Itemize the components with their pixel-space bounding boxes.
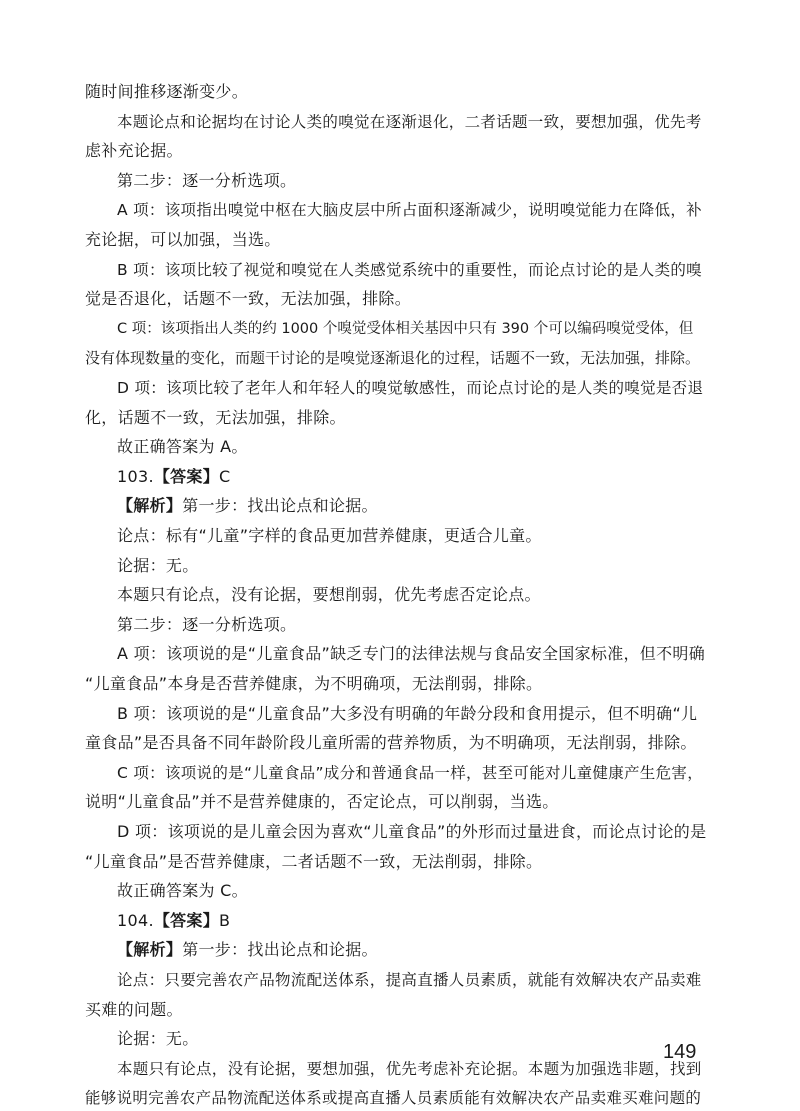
paragraph-line: 本题论点和论据均在讨论人类的嗅觉在逐渐退化，二者话题一致，要想加强，优先考 bbox=[117, 112, 702, 131]
thesis-line: 论点：标有“儿童”字样的食品更加营养健康，更适合儿童。 bbox=[117, 526, 542, 545]
analysis-text: 第一步：找出论点和论据。 bbox=[182, 940, 378, 960]
question-104-answer bbox=[117, 910, 230, 932]
question-103-answer bbox=[117, 466, 231, 488]
page-number: 149 bbox=[663, 1041, 697, 1063]
step-heading: 第二步：逐一分析选项。 bbox=[117, 614, 297, 634]
paragraph-line: 童食品”是否具备不同年龄阶段儿童所需的营养物质，为不明确项，无法削弱，排除。 bbox=[85, 733, 697, 753]
paragraph-line: 本题只有论点，没有论据，要想加强，优先考虑补充论据。本题为加强选非题，找到 bbox=[117, 1059, 702, 1078]
paragraph-line: 化，话题不一致，无法加强，排除。 bbox=[85, 407, 346, 427]
step-heading: 第二步：逐一分析选项。 bbox=[117, 170, 297, 190]
correct-answer-line: 故正确答案为 A。 bbox=[117, 437, 248, 457]
paragraph-line: 本题只有论点，没有论据，要想削弱，优先考虑否定论点。 bbox=[117, 585, 541, 605]
analysis-heading bbox=[117, 939, 378, 961]
question-number: 103. bbox=[117, 466, 154, 486]
answer-value: B bbox=[219, 910, 231, 930]
paragraph-line: 没有体现数量的变化，而题干讨论的是嗅觉逐渐退化的过程，话题不一致，无法加强，排除。 bbox=[85, 349, 701, 368]
answer-label: 【答案】 bbox=[153, 910, 220, 930]
analysis-label: 【解析】 bbox=[117, 940, 183, 960]
paragraph-line: 说明“儿童食品”并不是营养健康的，否定论点，可以削弱，当选。 bbox=[85, 792, 559, 812]
paragraph-line: “儿童食品”本身是否营养健康，为不明确项，无法削弱，排除。 bbox=[85, 674, 543, 693]
correct-answer-line: 故正确答案为 C。 bbox=[117, 881, 248, 901]
option-a-analysis: A 项：该项说的是“儿童食品”缺乏专门的法律法规与食品安全国家标准，但不明确 bbox=[117, 644, 706, 664]
paragraph-line: 能够说明完善农产品物流配送体系或提高直播人员素质能有效解决农产品卖难买难问题的 bbox=[85, 1089, 702, 1108]
paragraph-line: 虑补充论据。 bbox=[85, 141, 183, 161]
option-d-analysis: D 项：该项说的是儿童会因为喜欢“儿童食品”的外形而过量进食，而论点讨论的是 bbox=[117, 822, 707, 841]
analysis-heading bbox=[117, 495, 378, 517]
option-a-analysis: A 项：该项指出嗅觉中枢在大脑皮层中所占面积逐渐减少，说明嗅觉能力在降低，补 bbox=[117, 201, 702, 220]
option-d-analysis: D 项：该项比较了老年人和年轻人的嗅觉敏感性，而论点讨论的是人类的嗅觉是否退 bbox=[117, 379, 704, 397]
paragraph-line: 买难的问题。 bbox=[85, 999, 183, 1019]
option-b-analysis: B 项：该项说的是“儿童食品”大多没有明确的年龄分段和食用提示，但不明确“儿 bbox=[117, 703, 698, 723]
option-c-analysis: C 项：该项说的是“儿童食品”成分和普通食品一样，甚至可能对儿童健康产生危害， bbox=[117, 763, 704, 782]
paragraph-line: 觉是否退化，话题不一致，无法加强，排除。 bbox=[85, 289, 412, 309]
thesis-line: 论点：只要完善农产品物流配送体系，提高直播人员素质，就能有效解决农产品卖难 bbox=[117, 971, 702, 989]
paragraph-line: 充论据，可以加强，当选。 bbox=[85, 230, 281, 249]
evidence-line: 论据：无。 bbox=[117, 1029, 199, 1049]
paragraph-line: 随时间推移逐渐变少。 bbox=[85, 82, 249, 101]
paragraph-line: “儿童食品”是否营养健康，二者话题不一致，无法削弱，排除。 bbox=[85, 851, 543, 871]
option-c-analysis: C 项：该项指出人类的约 1000 个嗅觉受体相关基因中只有 390 个可以编码嗅觉受体，但 bbox=[117, 320, 694, 337]
answer-value: C bbox=[219, 466, 231, 486]
analysis-label: 【解析】 bbox=[117, 496, 183, 516]
question-number: 104. bbox=[117, 910, 154, 930]
analysis-text: 第一步：找出论点和论据。 bbox=[182, 496, 378, 516]
option-b-analysis: B 项：该项比较了视觉和嗅觉在人类感觉系统中的重要性，而论点讨论的是人类的嗅 bbox=[117, 260, 702, 279]
answer-label: 【答案】 bbox=[153, 466, 220, 486]
evidence-line: 论据：无。 bbox=[117, 555, 199, 575]
